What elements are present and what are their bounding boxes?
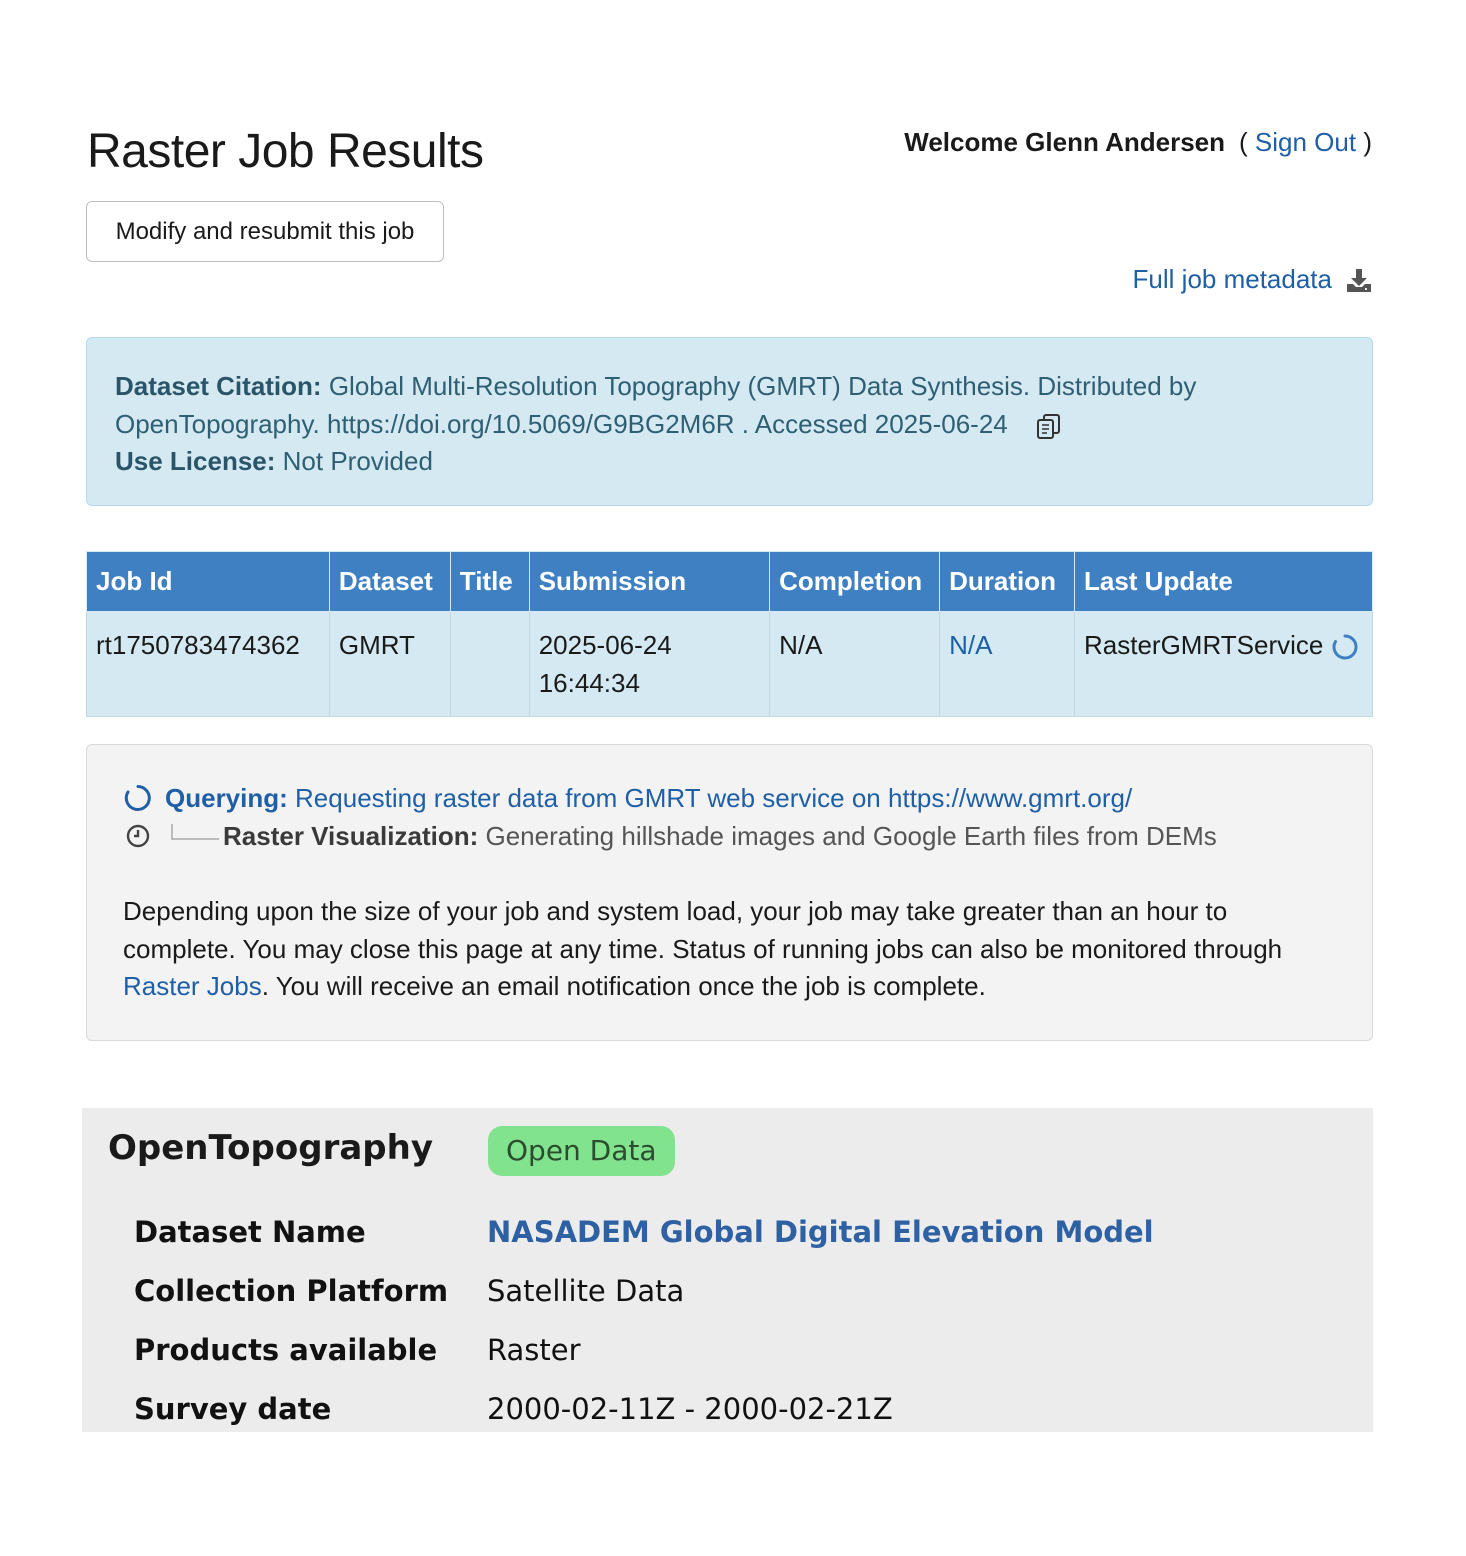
full-job-metadata[interactable] [1133, 264, 1372, 295]
cell-submission [529, 612, 769, 717]
status-step-querying [123, 779, 1336, 817]
info-key: Dataset Name [134, 1214, 366, 1249]
citation-text: Global Multi-Resolution Topography (GMRT) Data Synthesis. Distributed by OpenTopography. https://doi.org/10.5069/G9BG2M6R . Accessed 2025-06-24 [115, 371, 1197, 439]
info-row-collection-platform [134, 1261, 1154, 1320]
header-title: Title [450, 552, 529, 612]
full-job-metadata-link[interactable]: Full job metadata [1132, 264, 1332, 294]
dataset-name-link[interactable]: NASADEM Global Digital Elevation Model [487, 1214, 1154, 1249]
cell-duration [940, 612, 1075, 717]
tree-connector [171, 824, 219, 840]
opentopography-brand: OpenTopography [108, 1128, 433, 1168]
info-key: Products available [134, 1332, 438, 1367]
dataset-info-table [134, 1202, 1154, 1438]
header-completion: Completion [770, 552, 940, 612]
submission-time: 16:44:34 [538, 668, 640, 698]
header-submission: Submission [529, 552, 769, 612]
dataset-info-panel [82, 1108, 1373, 1432]
info-value: Satellite Data [487, 1273, 685, 1308]
visualization-label: Raster Visualization: [223, 820, 479, 851]
querying-label: Querying: [165, 782, 288, 813]
cell-job-id: rt1750783474362 [87, 612, 330, 717]
raster-jobs-link[interactable]: Raster Jobs [123, 971, 262, 1001]
info-row-products [134, 1320, 1154, 1379]
cell-completion: N/A [770, 612, 940, 717]
info-row-survey-date [134, 1379, 1154, 1438]
info-row-dataset-name [134, 1202, 1154, 1261]
spinner-icon [123, 783, 153, 813]
job-notice [123, 893, 1336, 1006]
license-value: Not Provided [282, 446, 433, 476]
download-icon[interactable] [1346, 267, 1372, 293]
table-header-row [87, 552, 1373, 612]
close-paren: ) [1363, 127, 1372, 157]
header-last-update: Last Update [1075, 552, 1373, 612]
submission-date: 2025-06-24 [538, 630, 672, 660]
header-job-id: Job Id [87, 552, 330, 612]
sign-out-link[interactable]: Sign Out [1254, 127, 1357, 157]
info-value: 2000-02-11Z - 2000-02-21Z [487, 1391, 893, 1426]
jobs-table [86, 551, 1373, 717]
cell-title [450, 612, 529, 717]
cell-dataset: GMRT [329, 612, 450, 717]
license-label: Use License: [115, 446, 276, 476]
open-data-badge: Open Data [488, 1126, 675, 1176]
clock-icon [123, 821, 153, 851]
citation-label: Dataset Citation: [115, 371, 322, 401]
querying-text: Requesting raster data from GMRT web service on [295, 782, 881, 813]
info-key: Survey date [134, 1391, 332, 1426]
license-line [115, 443, 1344, 481]
duration-link[interactable]: N/A [949, 630, 993, 660]
spinner-icon [1331, 633, 1359, 661]
status-step-visualization [123, 817, 1336, 855]
info-key: Collection Platform [134, 1273, 449, 1308]
last-update-text: RasterGMRTService [1084, 630, 1324, 660]
welcome-bar [904, 127, 1372, 158]
info-value: Raster [487, 1332, 581, 1367]
header-dataset: Dataset [329, 552, 450, 612]
dataset-citation-box [86, 337, 1373, 506]
notice-after: . You will receive an email notification once the job is complete. [261, 971, 986, 1001]
table-row [87, 612, 1373, 717]
open-paren: ( [1239, 127, 1248, 157]
citation-line [115, 368, 1344, 443]
welcome-text: Welcome Glenn Andersen [904, 127, 1226, 157]
notice-before: Depending upon the size of your job and system load, your job may take greater than an hour to complete. You may close this page at any time. Status of running jobs can also be monitored through [123, 896, 1283, 964]
page-title: Raster Job Results [87, 125, 484, 178]
cell-last-update [1075, 612, 1373, 717]
job-status-panel [86, 744, 1373, 1041]
copy-icon[interactable] [1035, 412, 1063, 440]
header-duration: Duration [940, 552, 1075, 612]
visualization-text: Generating hillshade images and Google Earth files from DEMs [485, 820, 1217, 851]
modify-resubmit-button[interactable]: Modify and resubmit this job [86, 201, 444, 262]
gmrt-link[interactable]: https://www.gmrt.org/ [888, 782, 1133, 813]
